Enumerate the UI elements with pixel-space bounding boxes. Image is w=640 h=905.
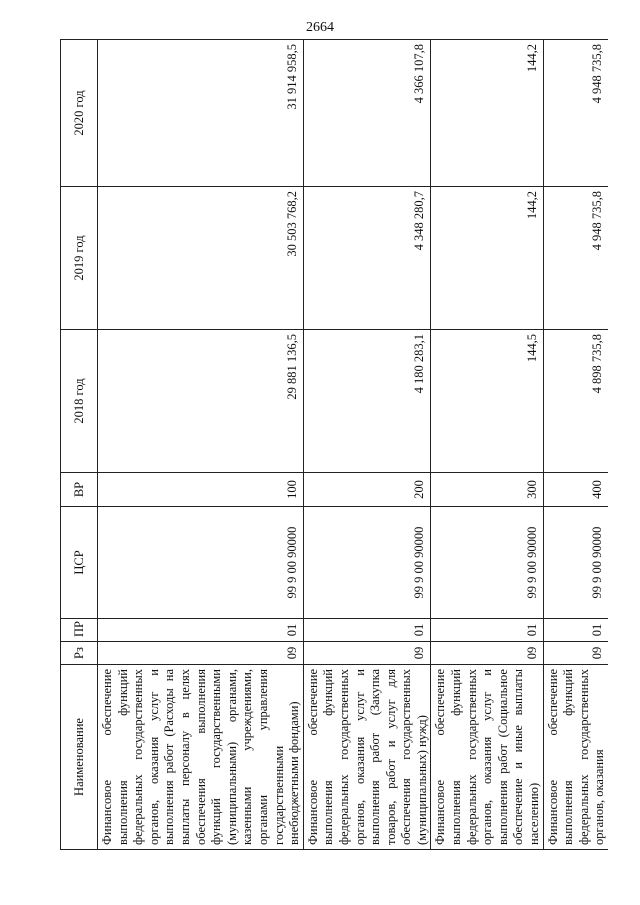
row-vr: 300 [431, 473, 543, 507]
header-pr: ПР [61, 619, 98, 642]
row-2019: 30 503 768,2 [98, 187, 304, 330]
row-2020: 31 914 958,5 [98, 40, 304, 187]
row-pr: 01 [303, 619, 431, 642]
row-2018: 144,5 [431, 330, 543, 473]
row-2020: 4 948 735,8 [543, 40, 608, 187]
row-csr: 99 9 00 90000 [98, 507, 304, 619]
row-2018: 29 881 136,5 [98, 330, 304, 473]
row-vr: 200 [303, 473, 431, 507]
row-2018: 4 180 283,1 [303, 330, 431, 473]
row-name: Финансовое обеспечение выполнения функций федеральных государственных органов, оказания услуг и выполнения работ (Закупка товаров, работ и услуг для обеспечения государственных (муниципальных) нужд) [303, 665, 431, 850]
row-rz: 09 [431, 642, 543, 665]
header-csr: ЦСР [61, 507, 98, 619]
row-rz: 09 [98, 642, 304, 665]
rotated-table-area [60, 40, 607, 850]
row-pr: 01 [98, 619, 304, 642]
row-pr: 01 [543, 619, 608, 642]
row-2019: 4 948 735,8 [543, 187, 608, 330]
row-pr: 01 [431, 619, 543, 642]
row-name: Финансовое обеспечение выполнения функций федеральных государственных органов, оказания [543, 665, 608, 850]
budget-table [60, 39, 608, 850]
row-name: Финансовое обеспечение выполнения функций федеральных государственных органов, оказания услуг и выполнения работ (Социальное обеспечение и иные выплаты населению) [431, 665, 543, 850]
row-2019: 4 348 280,7 [303, 187, 431, 330]
table-row [431, 40, 543, 850]
row-rz: 09 [303, 642, 431, 665]
row-vr: 100 [98, 473, 304, 507]
header-2020: 2020 год [61, 40, 98, 187]
row-vr: 400 [543, 473, 608, 507]
row-name: Финансовое обеспечение выполнения функций федеральных государственных органов, оказания услуг и выполнения работ (Расходы на выплаты персоналу в целях обеспечения выполнения функций государственными (муниципальными) органами, казенными учреждениями, органами управления государственными внебюджетными фондами) [98, 665, 304, 850]
table-header-row [61, 40, 98, 850]
table-row [543, 40, 608, 850]
table-row [303, 40, 431, 850]
row-csr: 99 9 00 90000 [303, 507, 431, 619]
row-2020: 4 366 107,8 [303, 40, 431, 187]
row-2019: 144,2 [431, 187, 543, 330]
page-number: 2664 [306, 20, 334, 35]
row-rz: 09 [543, 642, 608, 665]
header-2018: 2018 год [61, 330, 98, 473]
table-row [98, 40, 304, 850]
row-2018: 4 898 735,8 [543, 330, 608, 473]
row-csr: 99 9 00 90000 [543, 507, 608, 619]
header-vr: ВР [61, 473, 98, 507]
header-2019: 2019 год [61, 187, 98, 330]
row-csr: 99 9 00 90000 [431, 507, 543, 619]
header-name: Наименование [61, 665, 98, 850]
header-rz: Рз [61, 642, 98, 665]
row-2020: 144,2 [431, 40, 543, 187]
